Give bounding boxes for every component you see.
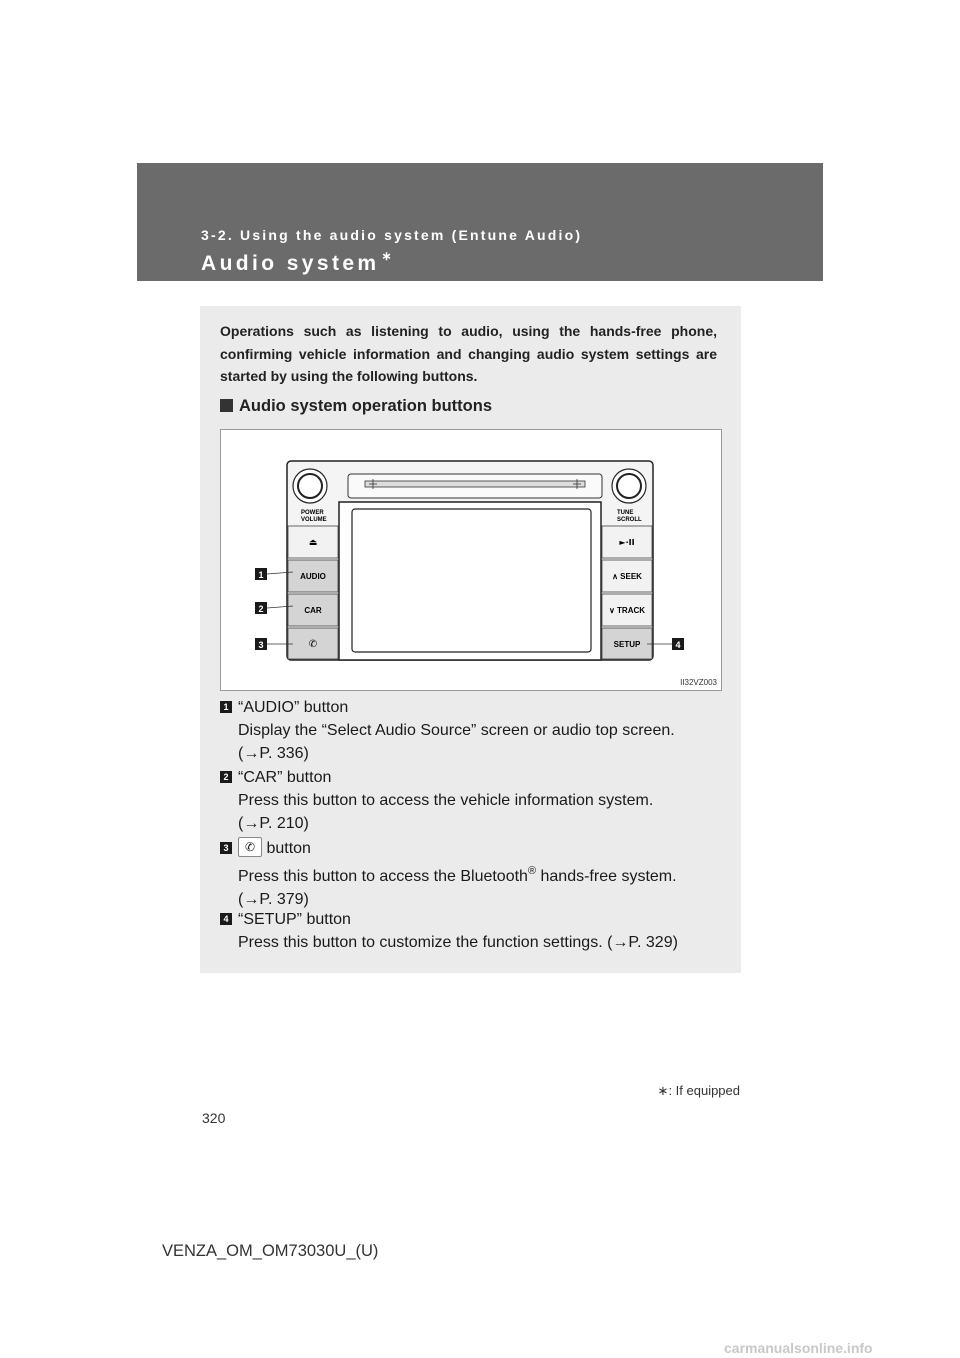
audio-unit-illustration xyxy=(221,430,723,692)
item-title: “SETUP” button xyxy=(238,911,351,928)
play-pause-icon: ►·II xyxy=(619,538,635,547)
item-title: “CAR” button xyxy=(238,769,332,786)
callout-1-label: 1 xyxy=(258,570,264,580)
list-item-phone xyxy=(220,837,740,911)
page-title-text: Audio system xyxy=(201,252,380,275)
page-number: 320 xyxy=(202,1110,226,1126)
phone-icon: ✆ xyxy=(238,837,262,857)
content-panel xyxy=(200,306,741,973)
tune-label: TUNE xyxy=(617,510,634,516)
audio-button-label: AUDIO xyxy=(300,572,326,581)
disc-slot xyxy=(365,481,585,487)
audio-unit-figure xyxy=(220,429,722,691)
item-number: 4 xyxy=(220,913,232,925)
section-label: 3-2. Using the audio system (Entune Audio) xyxy=(201,227,583,243)
list-item-car xyxy=(220,766,740,835)
page-title xyxy=(201,249,392,276)
item-number: 2 xyxy=(220,771,232,783)
document-code: VENZA_OM_OM73030U_(U) xyxy=(162,1242,379,1260)
item-title: “AUDIO” button xyxy=(238,699,349,716)
watermark: carmanualsonline.info xyxy=(724,1340,873,1356)
subheading-text: Audio system operation buttons xyxy=(239,397,493,415)
list-item-setup xyxy=(220,908,740,954)
item-description: Press this button to access the vehicle information system. xyxy=(238,792,654,809)
page-reference: (→P. 210) xyxy=(238,815,309,832)
page-reference: (→P. 379) xyxy=(238,891,309,908)
scroll-label: SCROLL xyxy=(617,517,642,523)
item-description: Press this button to access the Bluetooth® hands-free system. xyxy=(238,865,677,885)
footnote: ∗: If equipped xyxy=(657,1083,740,1098)
callout-3-label: 3 xyxy=(258,640,264,650)
touch-screen xyxy=(352,509,591,652)
equipped-mark: ∗ xyxy=(381,249,392,263)
square-bullet-icon xyxy=(220,399,233,412)
list-item-audio xyxy=(220,696,740,765)
seek-button-label: ∧ SEEK xyxy=(612,572,642,581)
phone-icon: ✆ xyxy=(308,639,318,650)
callout-2-label: 2 xyxy=(258,604,264,614)
track-button-label: ∨ TRACK xyxy=(608,606,646,615)
eject-icon: ⏏ xyxy=(308,538,318,548)
item-description: Press this button to customize the function settings. (→P. 329) xyxy=(238,934,678,951)
callout-4-label: 4 xyxy=(675,640,681,650)
item-number: 1 xyxy=(220,701,232,713)
subheading xyxy=(220,397,492,416)
power-label: POWER xyxy=(301,510,324,516)
item-number: 3 xyxy=(220,842,232,854)
figure-code: II32VZ003 xyxy=(680,678,717,687)
header-band xyxy=(137,163,823,281)
car-button-label: CAR xyxy=(304,606,322,615)
volume-label: VOLUME xyxy=(301,517,327,523)
item-title-row xyxy=(238,837,740,860)
item-title: button xyxy=(266,840,311,857)
intro-paragraph: Operations such as listening to audio, using the hands-free phone, confirming vehicle information and changing audio system settings are started by using the following buttons. xyxy=(220,323,717,384)
registered-mark: ® xyxy=(527,865,537,877)
page-reference: (→P. 336) xyxy=(238,745,309,762)
item-description: Display the “Select Audio Source” screen or audio top screen. xyxy=(238,722,675,739)
setup-button-label: SETUP xyxy=(613,640,641,649)
